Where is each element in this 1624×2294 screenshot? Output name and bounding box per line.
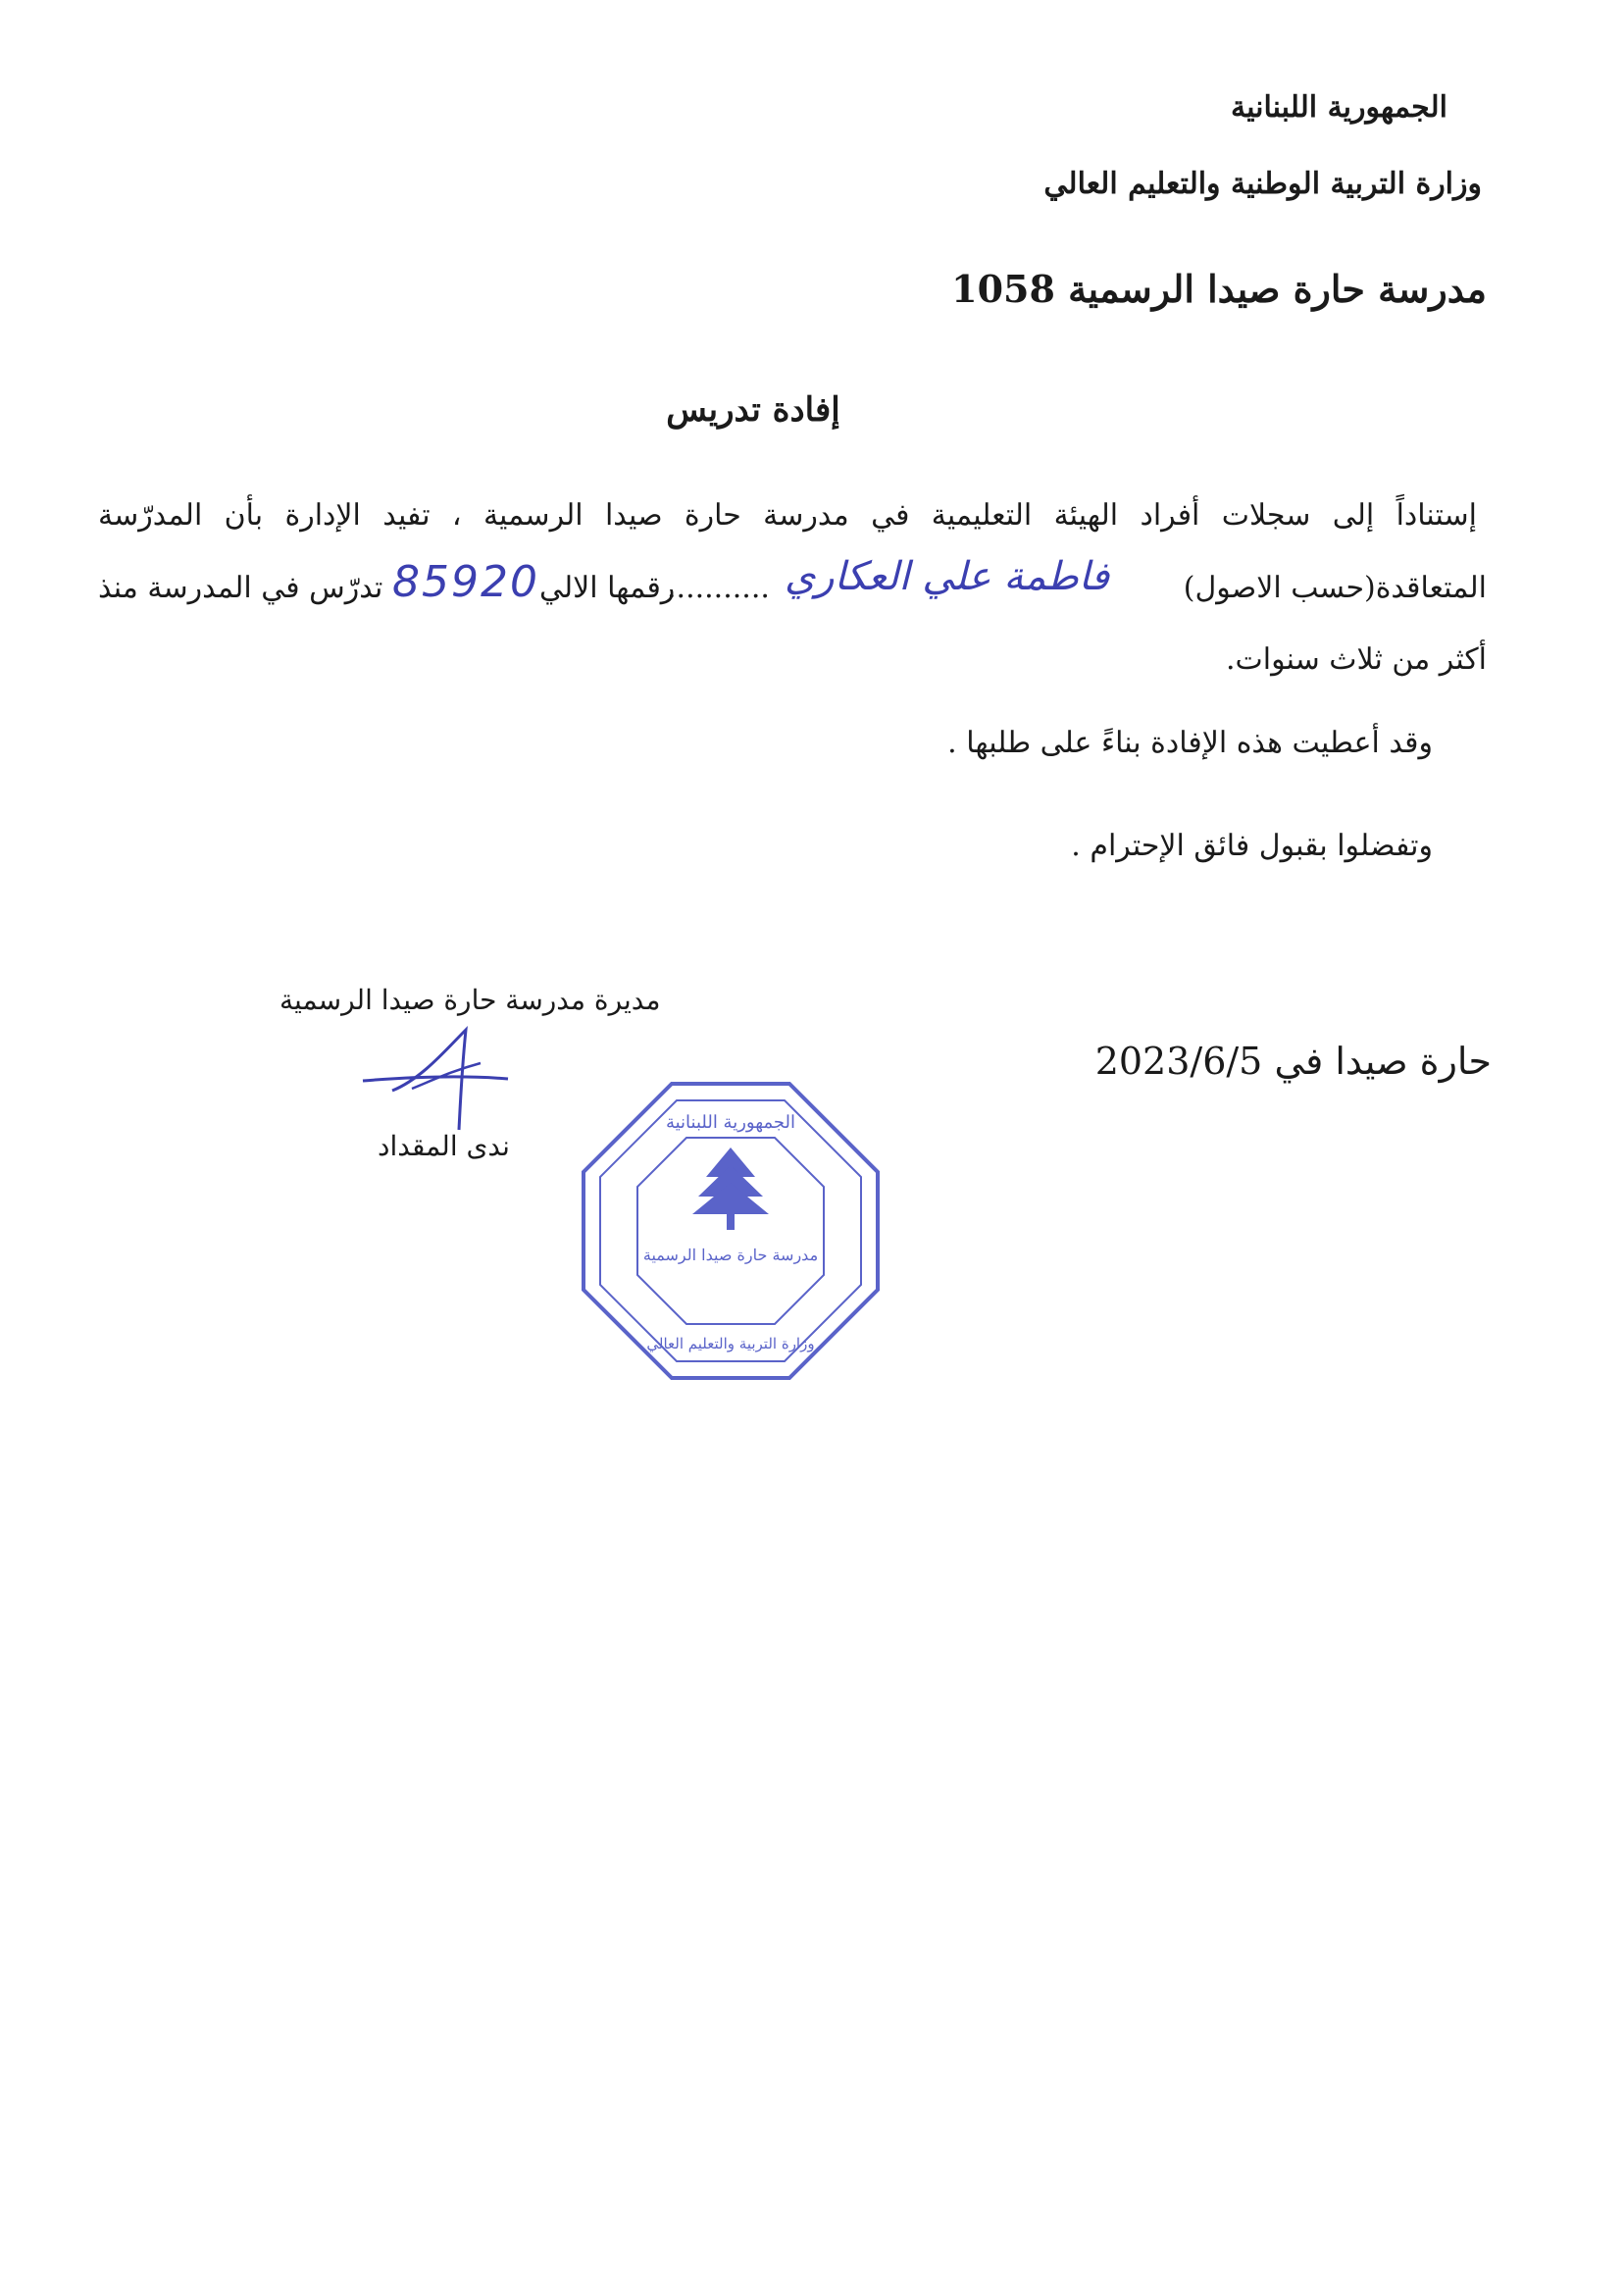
name-dots: ........... — [667, 571, 770, 605]
document-title: إفادة تدريس — [666, 390, 840, 430]
body-line-3: أكثر من ثلاث سنوات. — [1225, 642, 1487, 677]
official-stamp — [579, 1079, 883, 1383]
stamp-bottom-text: وزارة التربية والتعليم العالي — [646, 1335, 815, 1352]
cedar-icon — [692, 1147, 769, 1230]
body-line-2-mid: رقمها الالي — [539, 571, 676, 605]
signature-mark — [353, 1020, 520, 1138]
body-line-2-start: المتعاقدة(حسب الاصول) — [1183, 571, 1487, 605]
body-line-1: إستناداً إلى سجلات أفراد الهيئة التعليمية في مدرسة حارة صيدا الرسمية ، تفيد الإدارة بأن المدرّسة — [98, 498, 1477, 533]
director-name: ندى المقداد — [378, 1130, 510, 1162]
handwritten-teacher-id: 85920 — [392, 557, 539, 607]
stamp-center-text: مدرسة حارة صيدا الرسمية — [642, 1246, 819, 1264]
body-line-2-end: تدرّس في المدرسة منذ — [98, 571, 383, 605]
place-and-date: حارة صيدا في 2023/6/5 — [1094, 1040, 1492, 1083]
stamp-top-text: الجمهورية اللبنانية — [665, 1112, 796, 1133]
body-line-4: وقد أعطيت هذه الإفادة بناءً على طلبها . — [947, 726, 1433, 760]
handwritten-teacher-name: فاطمة علي العكاري — [785, 554, 1110, 599]
ministry-heading: وزارة التربية الوطنية والتعليم العالي — [1043, 167, 1482, 201]
body-line-5: وتفضلوا بقبول فائق الإحترام . — [1071, 829, 1433, 863]
republic-heading: الجمهورية اللبنانية — [1230, 90, 1447, 125]
director-title: مديرة مدرسة حارة صيدا الرسمية — [279, 984, 661, 1016]
school-heading: مدرسة حارة صيدا الرسمية 1058 — [951, 267, 1487, 311]
